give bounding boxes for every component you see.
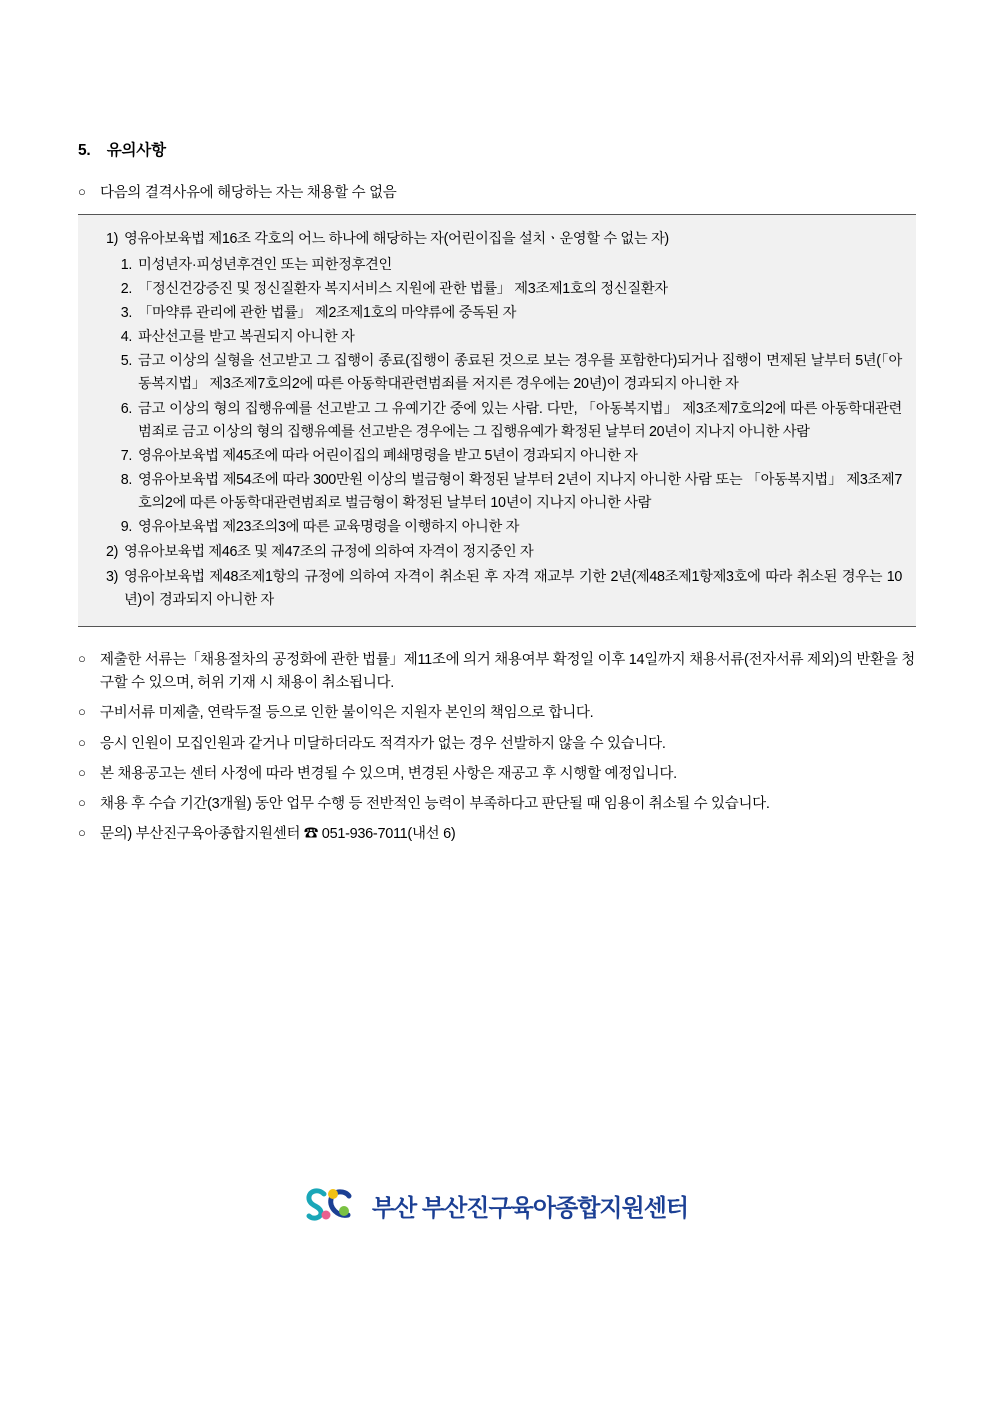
list-item-text: 영유아보육법 제23조의3에 따른 교육명령을 이행하지 아니한 자 [138, 519, 520, 536]
contact-text: 문의) 부산진구육아종합지원센터 ☎ 051-936-7011(내선 6) [100, 826, 456, 843]
list-item-text: 미성년자·피성년후견인 또는 피한정후견인 [138, 256, 392, 273]
list-item-number: 2) [105, 543, 118, 560]
circle-bullet-icon: ○ [78, 764, 86, 780]
list-item [92, 398, 902, 444]
list-item [92, 302, 902, 325]
disqualification-box [78, 214, 916, 627]
logo-text: 부산 부산진구육아종합지원센터 [371, 1194, 689, 1222]
list-item [92, 326, 902, 349]
list-item [92, 469, 902, 515]
list-item [92, 254, 902, 277]
list-item-number: 8. [120, 472, 132, 489]
section-number: 5. [78, 142, 91, 159]
circle-bullet-icon: ○ [78, 734, 86, 750]
list-item-text: 영유아보육법 제48조제1항의 규정에 의하여 자격이 취소된 후 자격 재교부 기한 2년(제48조제1항제3호에 따라 취소된 경우는 10년)이 경과되지 아니한 자 [124, 568, 902, 608]
circle-bullet-icon: ○ [78, 794, 86, 810]
circle-bullet-icon: ○ [78, 825, 86, 841]
list-item [92, 516, 902, 539]
list-item-number: 1) [105, 231, 118, 248]
list-item-number: 5. [120, 353, 132, 370]
list-item [92, 350, 902, 396]
list-item-number: 4. [120, 329, 132, 346]
list-item [78, 793, 916, 816]
list-item [92, 278, 902, 301]
list-item [78, 702, 916, 725]
intro-bullet-text: 다음의 결격사유에 해당하는 자는 채용할 수 없음 [100, 185, 397, 201]
list-item-number: 9. [120, 519, 132, 536]
list-item [92, 228, 902, 251]
list-item-text: 금고 이상의 실형을 선고받고 그 집행이 종료(집행이 종료된 것으로 보는 경우를 포함한다)되거나 집행이 면제된 날부터 5년(「아동복지법」 제3조제7호의2에 따른 아동학대관련범죄를 저지른 경우에는 20년)이 경과되지 아니한 자 [138, 353, 902, 393]
list-item-text: 영유아보육법 제46조 및 제47조의 규정에 의하여 자격이 정지중인 자 [124, 543, 534, 560]
list-item [92, 566, 902, 612]
footer [0, 1185, 992, 1225]
sc-logo-icon [304, 1185, 360, 1225]
list-item-number: 1. [120, 256, 132, 273]
list-item [78, 733, 916, 756]
note-text: 본 채용공고는 센터 사정에 따라 변경될 수 있으며, 변경된 사항은 재공고 후 시행할 예정입니다. [100, 765, 677, 782]
circle-bullet-icon: ○ [78, 650, 86, 666]
note-text: 제출한 서류는「채용절차의 공정화에 관한 법률」제11조에 의거 채용여부 확정일 이후 14일까지 채용서류(전자서류 제외)의 반환을 청구할 수 있으며, 허위 기재 시 채용이 취소됩니다. [100, 651, 915, 692]
list-item-text: 영유아보육법 제16조 각호의 어느 하나에 해당하는 자(어린이집을 설치ㆍ운영할 수 없는 자) [124, 231, 669, 248]
list-item-number: 2. [120, 280, 132, 297]
section-title: 유의사항 [106, 142, 166, 159]
intro-bullet [78, 182, 916, 204]
list-item-text: 「정신건강증진 및 정신질환자 복지서비스 지원에 관한 법률」 제3조제1호의 정신질환자 [138, 280, 668, 297]
list-item [78, 823, 916, 846]
circle-bullet-icon: ○ [78, 704, 86, 720]
list-item [92, 445, 902, 468]
circle-bullet-icon: ○ [78, 184, 86, 199]
list-item [78, 763, 916, 786]
note-text: 채용 후 수습 기간(3개월) 동안 업무 수행 등 전반적인 능력이 부족하다고 판단될 때 임용이 취소될 수 있습니다. [100, 795, 770, 812]
list-item-text: 금고 이상의 형의 집행유예를 선고받고 그 유예기간 중에 있는 사람. 다만, 「아동복지법」 제3조제7호의2에 따른 아동학대관련범죄로 금고 이상의 형의 집행유예를 선고받은 경우에는 그 집행유예가 확정된 날부터 20년이 지나지 아니한 사람 [138, 400, 902, 440]
list-item-number: 7. [120, 447, 132, 464]
notes-list [78, 649, 916, 846]
list-item [78, 649, 916, 695]
list-item-number: 3. [120, 304, 132, 321]
document-content [78, 138, 916, 853]
center-logo [304, 1185, 688, 1225]
list-item-text: 「마약류 관리에 관한 법률」 제2조제1호의 마약류에 중독된 자 [138, 304, 517, 321]
list-item-number: 6. [120, 400, 132, 417]
page-title [78, 138, 916, 160]
list-item-text: 파산선고를 받고 복권되지 아니한 자 [138, 329, 355, 346]
note-text: 구비서류 미제출, 연락두절 등으로 인한 불이익은 지원자 본인의 책임으로 합니다. [100, 705, 594, 722]
note-text: 응시 인원이 모집인원과 같거나 미달하더라도 적격자가 없는 경우 선발하지 않을 수 있습니다. [100, 735, 666, 752]
list-item-text: 영유아보육법 제45조에 따라 어린이집의 폐쇄명령을 받고 5년이 경과되지 아니한 자 [138, 447, 638, 464]
list-item [92, 541, 902, 564]
list-item-text: 영유아보육법 제54조에 따라 300만원 이상의 벌금형이 확정된 날부터 2년이 지나지 아니한 사람 또는 「아동복지법」 제3조제7호의2에 따른 아동학대관련범죄로 벌금형이 확정된 날부터 10년이 지나지 아니한 사람 [138, 472, 902, 512]
list-item-number: 3) [105, 568, 118, 585]
